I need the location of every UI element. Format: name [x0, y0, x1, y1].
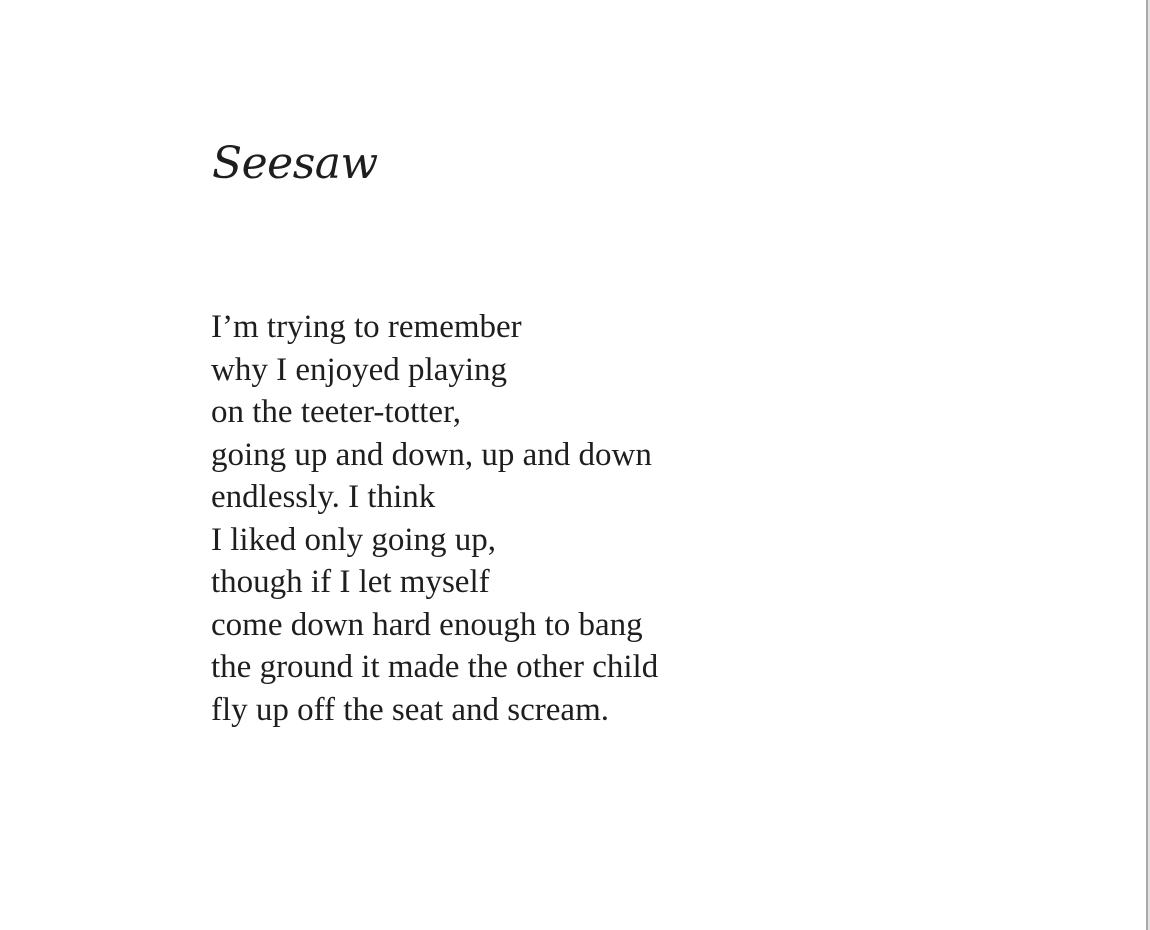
poem-line: I’m trying to remember: [211, 309, 522, 345]
poem-line: I liked only going up,: [211, 521, 497, 558]
poem-line: endlessly. I think: [211, 479, 436, 515]
poem-line: why I enjoyed playing: [211, 351, 508, 388]
poem-line: on the teeter-totter,: [211, 394, 461, 430]
poem-line: fly up off the seat and scream.: [211, 691, 609, 728]
poem-line: come down hard enough to bang: [211, 606, 643, 643]
poem-line: going up and down, up and down: [211, 436, 652, 473]
poem-title: Seesaw: [212, 138, 378, 189]
poem-line: though if I let myself: [211, 564, 490, 600]
poem-body: [211, 306, 658, 731]
poem-line: the ground it made the other child: [211, 649, 659, 685]
